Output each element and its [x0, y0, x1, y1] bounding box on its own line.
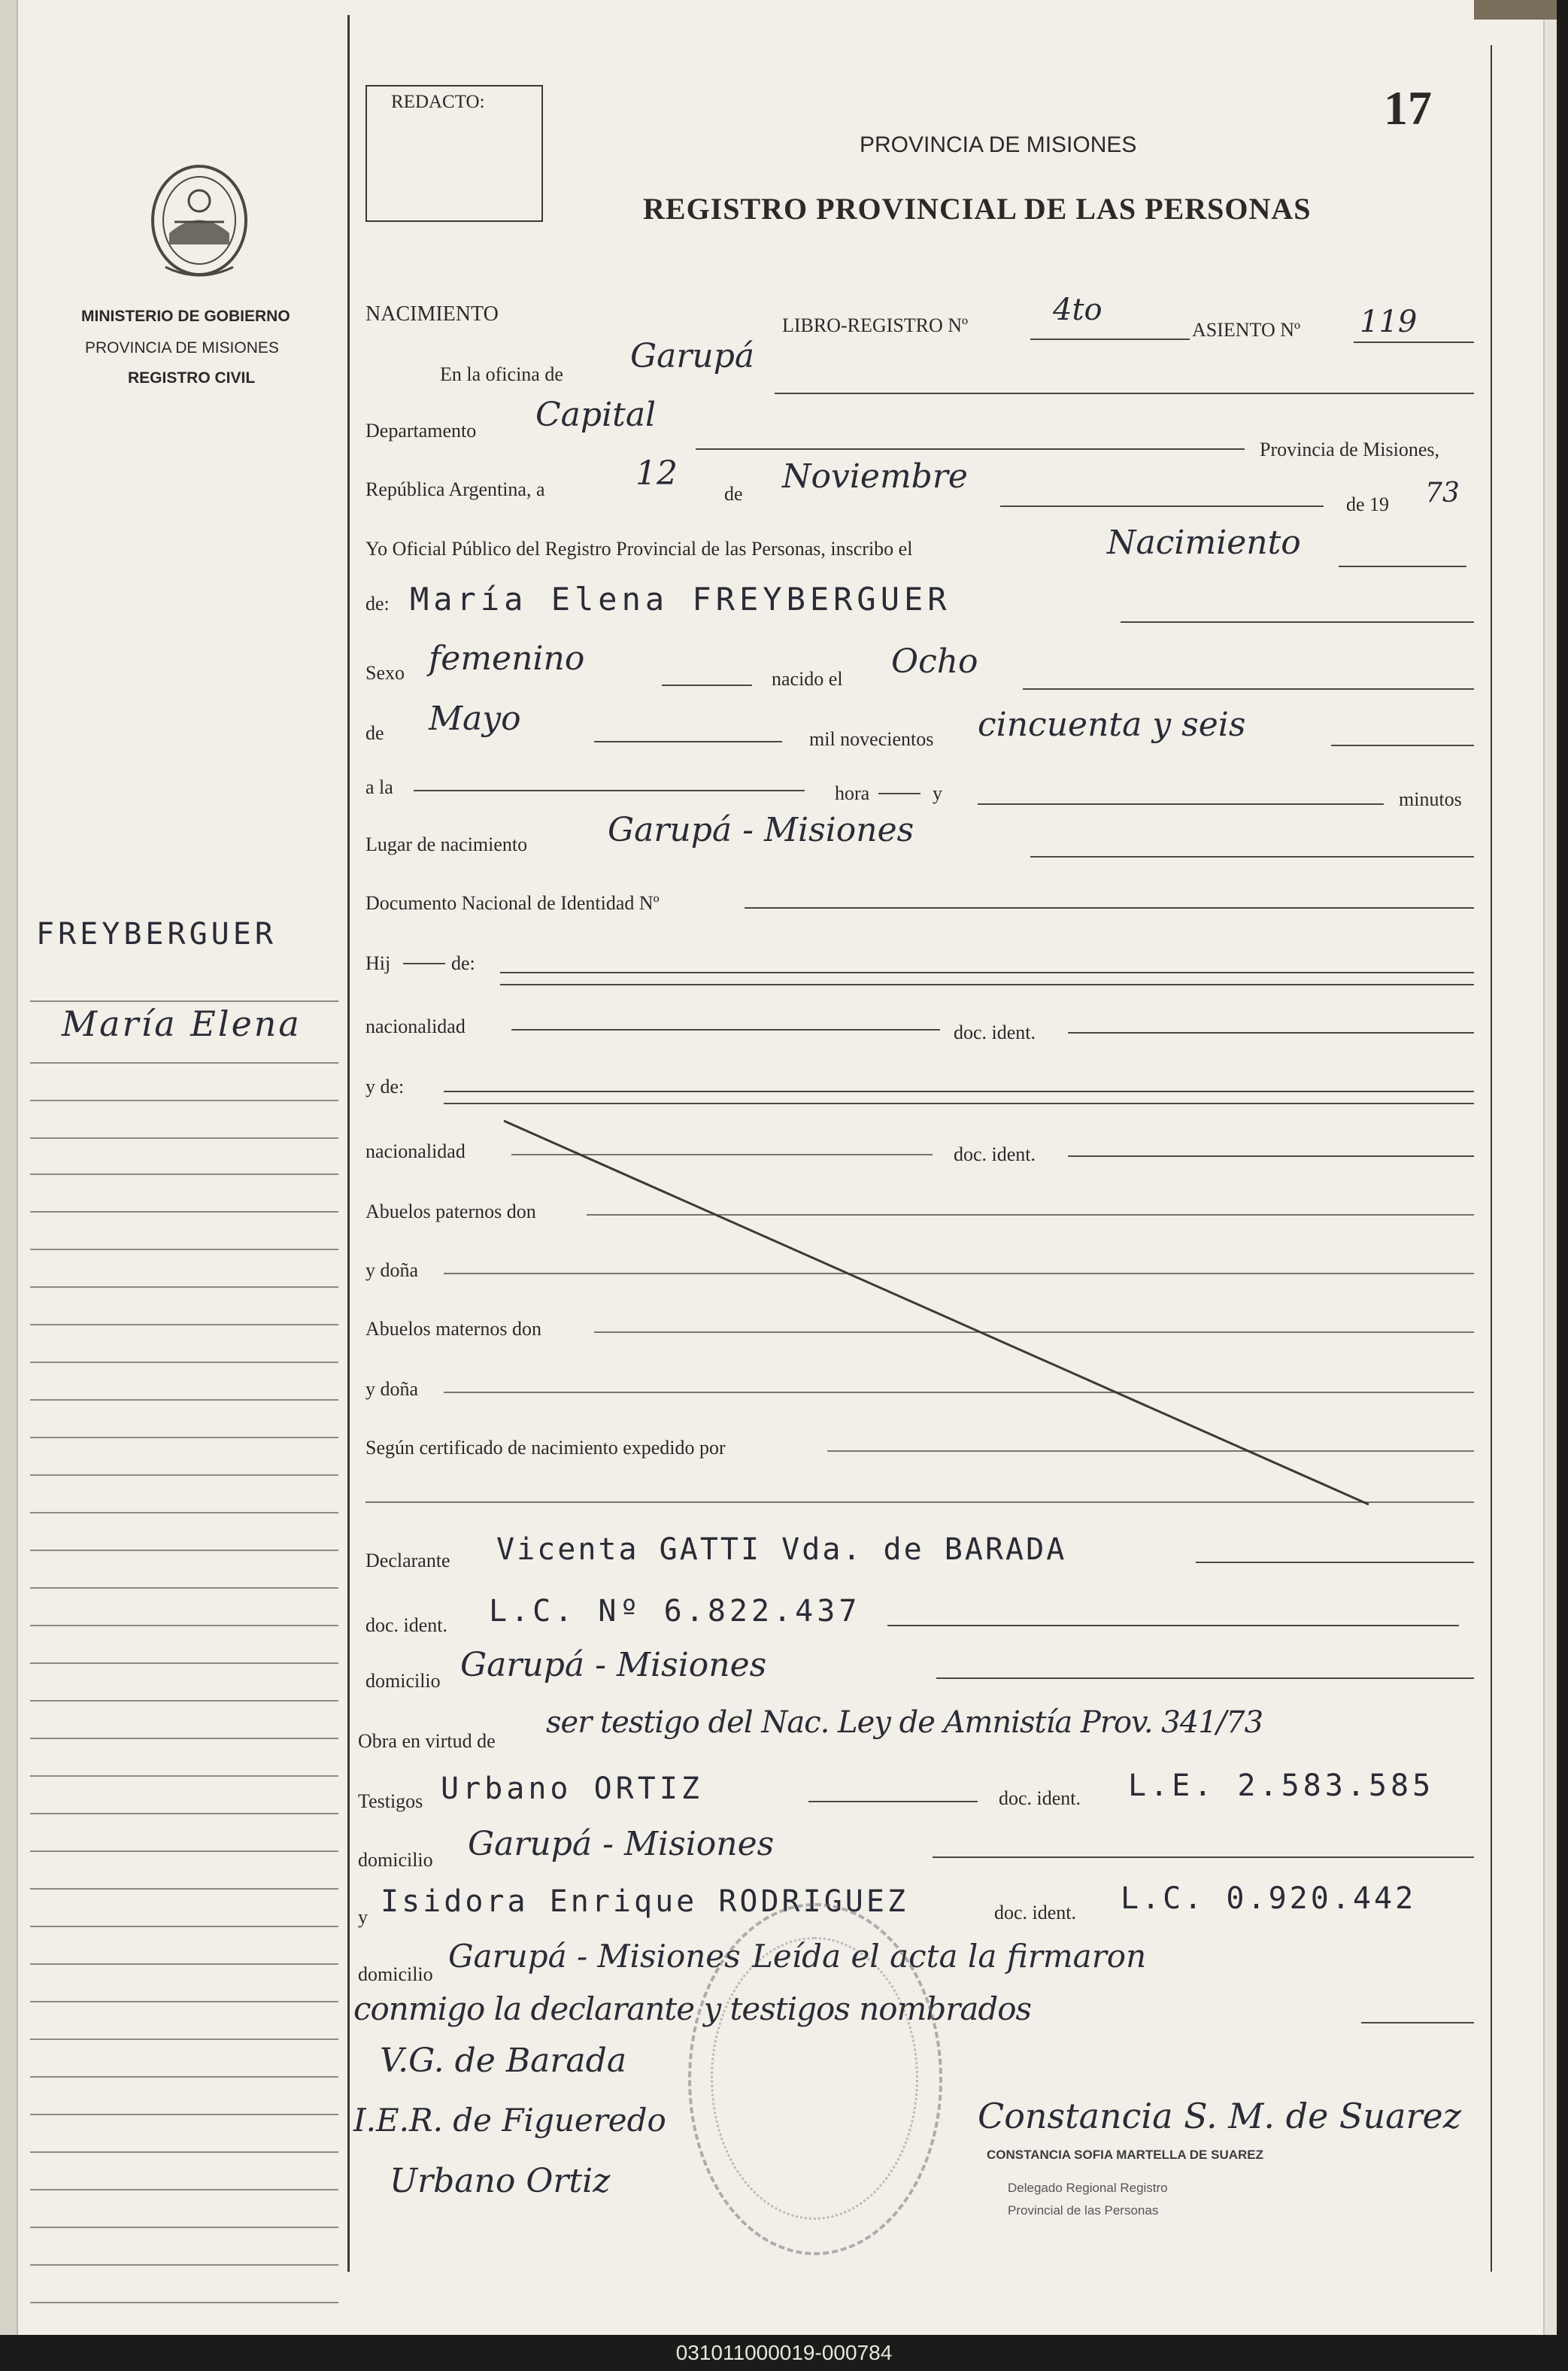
province-heading: PROVINCIA DE MISIONES [860, 132, 1137, 157]
ala-label: a la [365, 776, 393, 798]
hij-label: Hij [365, 952, 391, 974]
page-edge [1543, 0, 1557, 2335]
declarante-doc-value: L.C. Nº 6.822.437 [489, 1594, 861, 1629]
de19-label: de 19 [1346, 493, 1390, 515]
official-stamp-name: CONSTANCIA SOFIA MARTELLA DE SUAREZ [987, 2148, 1264, 2162]
testigo1-value: Urbano ORTIZ [441, 1771, 703, 1806]
republica-label: República Argentina, a [365, 478, 545, 500]
libro-label: LIBRO-REGISTRO Nº [782, 314, 969, 336]
declarante-domicilio-value: Garupá - Misiones [460, 1646, 767, 1684]
y-dona-label-2: y doña [365, 1378, 419, 1400]
segun-label: Según certificado de nacimiento expedido por [365, 1437, 726, 1459]
doc-ident-label-3: doc. ident. [365, 1614, 448, 1636]
margin-surname: FREYBERGUER [36, 917, 277, 952]
y-dona-label-1: y doña [365, 1259, 419, 1281]
oficina-value: Garupá [630, 337, 755, 375]
hora-label: hora [835, 782, 870, 804]
testigo1-doc-value: L.E. 2.583.585 [1128, 1768, 1435, 1803]
registry-label: REGISTRO CIVIL [128, 369, 256, 387]
obra-value: ser testigo del Nac. Ley de Amnistía Prov. 341/73 [546, 1705, 1263, 1740]
nacionalidad-label-1: nacionalidad [365, 1015, 466, 1037]
obra-label: Obra en virtud de [358, 1730, 496, 1752]
provincia-label: Provincia de Misiones, [1260, 439, 1440, 460]
testigo2-value: Isidora Enrique RODRIGUEZ [381, 1884, 909, 1919]
doc-ident-label-2: doc. ident. [954, 1143, 1036, 1165]
testigo2-signature: I.E.R. de Figueredo [353, 2102, 666, 2139]
nacimiento-label: NACIMIENTO [365, 302, 499, 326]
declarante-value: Vicenta GATTI Vda. de BARADA [496, 1532, 1067, 1567]
libro-value: 4to [1053, 293, 1102, 327]
cancel-stroke [496, 1113, 1384, 1519]
leida-text: Leída el acta la firmaron [752, 1938, 1147, 1975]
departamento-value: Capital [535, 396, 657, 434]
dni-label: Documento Nacional de Identidad Nº [365, 892, 660, 914]
official-stamp-title: Delegado Regional Registro [1008, 2181, 1168, 2195]
lugar-value: Garupá - Misiones [608, 811, 914, 849]
testigos-label: Testigos [358, 1790, 423, 1812]
y-label-2: y [358, 1906, 368, 1928]
birth-year-value: cincuenta y seis [978, 706, 1246, 744]
de-month-label: de [365, 722, 384, 744]
official-stamp-office: Provincial de las Personas [1008, 2203, 1159, 2218]
oficina-label: En la oficina de [440, 363, 563, 385]
domicilio-label-2: domicilio [358, 1849, 433, 1871]
official-signature: Constancia S. M. de Suarez [978, 2096, 1461, 2136]
sexo-value: femenino [429, 639, 585, 678]
right-rule [1491, 45, 1492, 2272]
minutos-label: minutos [1399, 788, 1462, 810]
doc-ident-label-4: doc. ident. [999, 1787, 1081, 1809]
declarante-label: Declarante [365, 1550, 450, 1571]
lugar-label: Lugar de nacimiento [365, 833, 528, 855]
mil-label: mil novecientos [809, 728, 934, 750]
oficial-text: Yo Oficial Público del Registro Provincial de las Personas, inscribo el [365, 538, 913, 560]
left-rule [347, 15, 350, 2272]
nacionalidad-label-2: nacionalidad [365, 1140, 466, 1162]
y-de-label: y de: [365, 1076, 405, 1097]
page-number: 17 [1384, 81, 1432, 135]
year-value: 73 [1425, 478, 1460, 509]
testigo2-domicilio-value: Garupá - Misiones [448, 1938, 741, 1975]
abuelos-maternos-label: Abuelos maternos don [365, 1318, 541, 1340]
margin-given-name: María Elena [62, 1003, 302, 1044]
day-value: 12 [635, 454, 678, 493]
domicilio-label-3: domicilio [358, 1963, 433, 1985]
declarante-signature: V.G. de Barada [380, 2042, 627, 2080]
y-label: y [933, 782, 942, 804]
name-value: María Elena FREYBERGUER [410, 581, 951, 618]
doc-ident-label-1: doc. ident. [954, 1022, 1036, 1043]
province-label: PROVINCIA DE MISIONES [85, 339, 279, 357]
province-seal-icon [143, 154, 256, 282]
inscribo-value: Nacimiento [1107, 524, 1301, 562]
footer-id: 031011000019-000784 [0, 2335, 1568, 2371]
binding-edge [0, 0, 18, 2335]
de-colon-label: de: [365, 593, 390, 615]
redacto-label: REDACTO: [391, 92, 485, 112]
registry-title: REGISTRO PROVINCIAL DE LAS PERSONAS [643, 192, 1312, 226]
testigo1-domicilio-value: Garupá - Misiones [468, 1825, 775, 1863]
testigo1-signature: Urbano Ortiz [390, 2162, 611, 2200]
sexo-label: Sexo [365, 662, 405, 684]
de-label: de [724, 483, 743, 505]
nacido-value: Ocho [891, 642, 978, 681]
ministry-label: MINISTERIO DE GOBIERNO [81, 308, 290, 325]
official-seal-inner [711, 1937, 918, 2220]
doc-ident-label-5: doc. ident. [994, 1902, 1077, 1923]
abuelos-paternos-label: Abuelos paternos don [365, 1201, 536, 1222]
domicilio-label-1: domicilio [365, 1670, 441, 1692]
conmigo-text: conmigo la declarante y testigos nombrados [353, 1990, 1032, 2027]
hij-de-label: de: [451, 952, 475, 974]
asiento-label: ASIENTO Nº [1192, 319, 1301, 341]
month-value: Noviembre [782, 457, 968, 496]
testigo2-doc-value: L.C. 0.920.442 [1121, 1881, 1417, 1916]
asiento-value: 119 [1360, 305, 1418, 339]
departamento-label: Departamento [365, 420, 477, 442]
birth-month-value: Mayo [429, 700, 521, 738]
cover-corner [1474, 0, 1557, 20]
nacido-label: nacido el [772, 668, 843, 690]
